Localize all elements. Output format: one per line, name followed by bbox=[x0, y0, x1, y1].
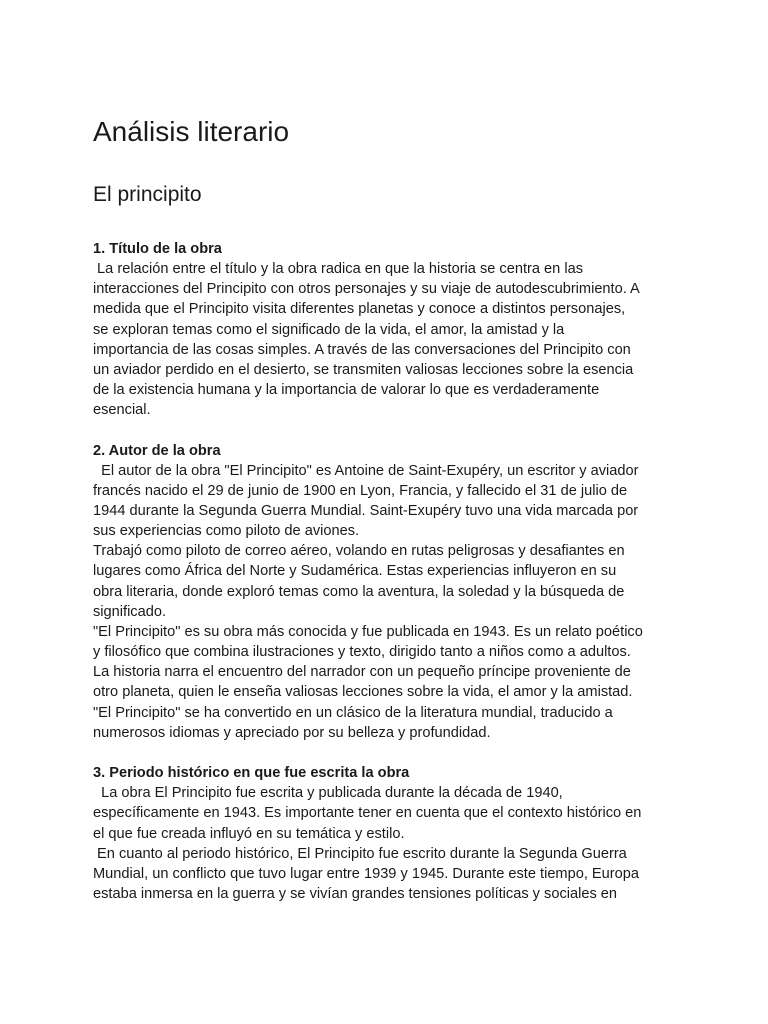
document-subtitle: El principito bbox=[93, 183, 202, 206]
paragraph-line: La historia narra el encuentro del narrador con un pequeño príncipe proveniente de bbox=[93, 664, 631, 681]
paragraph-line: específicamente en 1943. Es importante tener en cuenta que el contexto histórico en bbox=[93, 805, 642, 822]
section-heading: 3. Periodo histórico en que fue escrita la obra bbox=[93, 765, 410, 782]
paragraph-line: importancia de las cosas simples. A través de las conversaciones del Principito con bbox=[93, 341, 631, 358]
paragraph-line: estaba inmersa en la guerra y se vivían grandes tensiones políticas y sociales en bbox=[93, 885, 618, 902]
paragraph-line: el que fue creada influyó en su temática y estilo. bbox=[93, 825, 405, 842]
section-1 bbox=[93, 239, 693, 420]
paragraph-line: interacciones del Principito con otros personajes y su viaje de autodescubrimiento. A bbox=[93, 281, 640, 298]
paragraph-line: 1944 durante la Segunda Guerra Mundial. Saint-Exupéry tuvo una vida marcada por bbox=[93, 503, 639, 520]
paragraph-line: Trabajó como piloto de correo aéreo, volando en rutas peligrosas y desafiantes en bbox=[93, 543, 625, 560]
paragraph-line: sus experiencias como piloto de aviones. bbox=[93, 523, 360, 540]
paragraph-line: un aviador perdido en el desierto, se transmiten valiosas lecciones sobre la esencia bbox=[93, 361, 634, 378]
paragraph-line: de la existencia humana y la importancia de valorar lo que es verdaderamente bbox=[93, 382, 600, 399]
document-title: Análisis literario bbox=[93, 116, 290, 147]
paragraph-line: En cuanto al periodo histórico, El Principito fue escrito durante la Segunda Guerra bbox=[93, 845, 627, 862]
section-3 bbox=[93, 763, 693, 904]
paragraph-line: se exploran temas como el significado de la vida, el amor, la amistad y la bbox=[93, 321, 565, 338]
paragraph-line: significado. bbox=[93, 603, 167, 620]
paragraph-line: lugares como África del Norte y Sudamérica. Estas experiencias influyeron en su bbox=[93, 563, 617, 580]
document-body bbox=[93, 239, 693, 924]
paragraph-line: numerosos idiomas y apreciado por su belleza y profundidad. bbox=[93, 724, 491, 741]
paragraph-line: francés nacido el 29 de junio de 1900 en Lyon, Francia, y fallecido el 31 de julio de bbox=[93, 482, 628, 499]
paragraph-line: otro planeta, quien le enseña valiosas lecciones sobre la vida, el amor y la amistad. bbox=[93, 684, 633, 701]
paragraph-line: y filosófico que combina ilustraciones y texto, dirigido tanto a niños como a adultos. bbox=[93, 644, 631, 661]
paragraph-line: La obra El Principito fue escrita y publicada durante la década de 1940, bbox=[93, 785, 563, 802]
section-2 bbox=[93, 441, 693, 743]
paragraph-line: "El Principito" se ha convertido en un clásico de la literatura mundial, traducido a bbox=[93, 704, 613, 721]
paragraph-line: medida que el Principito visita diferentes planetas y conoce a distintos personajes, bbox=[93, 301, 626, 318]
section-heading: 2. Autor de la obra bbox=[93, 442, 221, 459]
paragraph-line: El autor de la obra "El Principito" es Antoine de Saint-Exupéry, un escritor y aviador bbox=[93, 462, 639, 479]
paragraph-line: "El Principito" es su obra más conocida y fue publicada en 1943. Es un relato poético bbox=[93, 623, 643, 640]
paragraph-line: Mundial, un conflicto que tuvo lugar entre 1939 y 1945. Durante este tiempo, Europa bbox=[93, 865, 639, 882]
section-heading: 1. Título de la obra bbox=[93, 241, 222, 257]
paragraph-line: obra literaria, donde exploró temas como la aventura, la soledad y la búsqueda de bbox=[93, 583, 625, 600]
paragraph-line: esencial. bbox=[93, 402, 151, 419]
paragraph-line: La relación entre el título y la obra radica en que la historia se centra en las bbox=[93, 261, 583, 278]
